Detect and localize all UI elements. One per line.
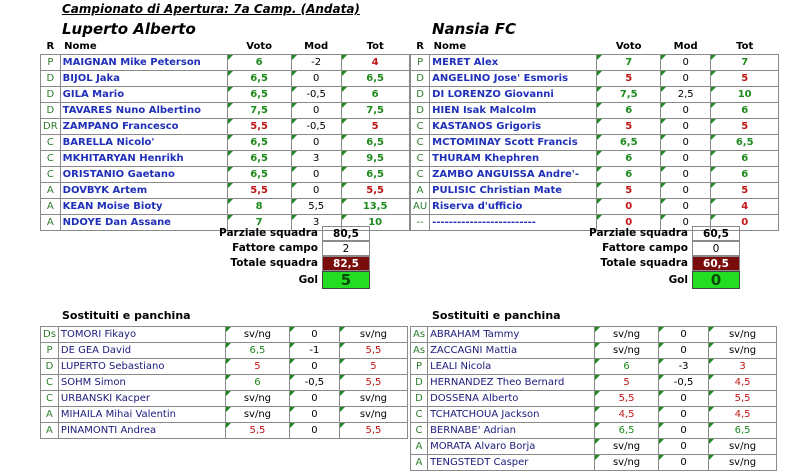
table-row: [411, 423, 777, 439]
mod-cell: 0: [289, 407, 339, 423]
tot-cell: sv/ng: [709, 327, 777, 343]
tot-cell: 9,5: [341, 151, 409, 167]
tot-cell: 3: [709, 359, 777, 375]
home-totale-label: Totale squadra: [230, 257, 318, 269]
table-row: [41, 423, 408, 439]
voto-cell: 5: [595, 375, 659, 391]
voto-cell: 5,5: [225, 423, 289, 439]
table-row: [411, 407, 777, 423]
player-name-link[interactable]: THURAM Khephren: [430, 151, 597, 167]
voto-cell: 5: [597, 183, 661, 199]
role-cell: AU: [411, 199, 430, 215]
voto-cell: sv/ng: [225, 327, 289, 343]
tot-cell: 6,5: [341, 71, 409, 87]
role-cell: A: [41, 215, 61, 231]
away-fattore-value: 0: [692, 241, 740, 256]
table-row: [411, 71, 779, 87]
away-gol-value: 0: [692, 271, 740, 289]
role-cell: D: [41, 359, 59, 375]
role-cell: D: [411, 87, 430, 103]
player-name-link[interactable]: SOHM Simon: [58, 375, 225, 391]
tot-cell: 5: [711, 119, 779, 135]
tot-cell: 5: [341, 119, 409, 135]
table-row: [411, 439, 777, 455]
header-r: R: [46, 41, 55, 52]
role-cell: C: [41, 375, 59, 391]
tot-cell: 5: [711, 71, 779, 87]
voto-cell: 6,5: [595, 423, 659, 439]
mod-cell: 0: [659, 407, 709, 423]
mod-cell: 3: [291, 215, 341, 231]
table-row: [41, 87, 410, 103]
voto-cell: 7: [227, 215, 291, 231]
table-row: [41, 119, 410, 135]
tot-cell: 5,5: [709, 391, 777, 407]
away-parziale-value: 60,5: [692, 226, 740, 241]
player-name-link[interactable]: LEALI Nicola: [428, 359, 595, 375]
mod-cell: 0: [661, 135, 711, 151]
player-name-link[interactable]: ZACCAGNI Mattia: [428, 343, 595, 359]
voto-cell: 6,5: [227, 87, 291, 103]
table-row: [411, 455, 777, 471]
voto-cell: 5,5: [595, 391, 659, 407]
voto-cell: 4,5: [595, 407, 659, 423]
player-name-link[interactable]: KEAN Moise Bioty: [60, 199, 227, 215]
home-bench-title: Sostituiti e panchina: [62, 309, 191, 322]
role-cell: A: [41, 407, 59, 423]
voto-cell: sv/ng: [225, 391, 289, 407]
tot-cell: 5,5: [339, 423, 407, 439]
voto-cell: sv/ng: [225, 407, 289, 423]
table-row: [411, 103, 779, 119]
role-cell: DR: [41, 119, 61, 135]
away-fattore-label: Fattore campo: [602, 242, 688, 254]
tot-cell: 6: [711, 151, 779, 167]
player-name-link[interactable]: TENGSTEDT Casper: [428, 455, 595, 471]
voto-cell: 8: [227, 199, 291, 215]
table-row: [411, 135, 779, 151]
mod-cell: 0: [289, 391, 339, 407]
role-cell: C: [411, 167, 430, 183]
player-name-link[interactable]: ANGELINO Jose' Esmoris: [430, 71, 597, 87]
role-cell: As: [411, 343, 428, 359]
voto-cell: 6: [597, 151, 661, 167]
role-cell: P: [41, 343, 59, 359]
home-gol-label: Gol: [298, 274, 318, 286]
player-name-link[interactable]: DI LORENZO Giovanni: [430, 87, 597, 103]
voto-cell: 7,5: [227, 103, 291, 119]
table-row: [411, 199, 779, 215]
voto-cell: sv/ng: [595, 455, 659, 471]
role-cell: C: [411, 151, 430, 167]
tot-cell: 5,5: [339, 375, 407, 391]
table-row: [411, 391, 777, 407]
header-voto: Voto: [615, 41, 642, 52]
mod-cell: 0: [661, 215, 711, 231]
tot-cell: 5,5: [341, 183, 409, 199]
role-cell: C: [41, 167, 61, 183]
home-gol-value: 5: [322, 271, 370, 289]
tot-cell: 7,5: [341, 103, 409, 119]
tot-cell: 4,5: [709, 407, 777, 423]
mod-cell: 2,5: [661, 87, 711, 103]
table-row: [411, 167, 779, 183]
voto-cell: 6: [227, 55, 291, 71]
voto-cell: 6,5: [225, 343, 289, 359]
player-name-link[interactable]: PULISIC Christian Mate: [430, 183, 597, 199]
player-name-link[interactable]: TCHATCHOUA Jackson: [428, 407, 595, 423]
table-row: [41, 343, 408, 359]
role-cell: D: [411, 71, 430, 87]
away-gol-label: Gol: [668, 274, 688, 286]
player-name-link[interactable]: MCTOMINAY Scott Francis: [430, 135, 597, 151]
away-starters-table: [410, 40, 779, 231]
away-totale-value: 60,5: [692, 256, 740, 271]
role-cell: A: [41, 199, 61, 215]
mod-cell: 0: [661, 71, 711, 87]
voto-cell: 5: [597, 71, 661, 87]
table-row: [41, 167, 410, 183]
table-row: [41, 359, 408, 375]
table-row: [411, 343, 777, 359]
table-row: [41, 135, 410, 151]
voto-cell: 6: [597, 103, 661, 119]
tot-cell: sv/ng: [709, 455, 777, 471]
role-cell: D: [41, 103, 61, 119]
role-cell: A: [41, 183, 61, 199]
home-team-name: Luperto Alberto: [62, 20, 196, 38]
mod-cell: -0,5: [291, 119, 341, 135]
mod-cell: 0: [291, 167, 341, 183]
voto-cell: 5,5: [227, 119, 291, 135]
mod-cell: -0,5: [291, 87, 341, 103]
mod-cell: -0,5: [659, 375, 709, 391]
voto-cell: 6: [595, 359, 659, 375]
away-bench-block: [410, 326, 777, 471]
table-row: [411, 183, 779, 199]
header-nome: Nome: [64, 41, 97, 52]
home-starters-block: [40, 40, 410, 231]
away-bench-title: Sostituiti e panchina: [432, 309, 561, 322]
table-row: [41, 71, 410, 87]
mod-cell: 0: [289, 423, 339, 439]
player-name-link[interactable]: MKHITARYAN Henrikh: [60, 151, 227, 167]
player-name-link[interactable]: DE GEA David: [58, 343, 225, 359]
mod-cell: 0: [659, 343, 709, 359]
table-row: [411, 151, 779, 167]
mod-cell: 0: [659, 423, 709, 439]
table-row: [411, 359, 777, 375]
tot-cell: 6,5: [711, 135, 779, 151]
page-title: Campionato di Apertura: 7a Camp. (Andata): [62, 2, 360, 16]
table-row: [41, 199, 410, 215]
voto-cell: sv/ng: [595, 327, 659, 343]
table-row: [41, 103, 410, 119]
home-bench-table: [40, 326, 408, 439]
away-team-name: Nansia FC: [432, 20, 517, 38]
home-bench-block: [40, 326, 408, 439]
home-fattore-value: 2: [322, 241, 370, 256]
mod-cell: 0: [291, 71, 341, 87]
mod-cell: 0: [661, 151, 711, 167]
player-name-link[interactable]: DOVBYK Artem: [60, 183, 227, 199]
mod-cell: 3: [291, 151, 341, 167]
role-cell: D: [411, 391, 428, 407]
away-summary: [570, 226, 740, 288]
away-parziale-label: Parziale squadra: [589, 227, 688, 239]
voto-cell: 6: [597, 167, 661, 183]
table-row: [41, 55, 410, 71]
mod-cell: 0: [661, 199, 711, 215]
mod-cell: -2: [291, 55, 341, 71]
player-name-link[interactable]: URBANSKI Kacper: [58, 391, 225, 407]
voto-cell: 7: [597, 55, 661, 71]
role-cell: C: [41, 151, 61, 167]
mod-cell: 0: [661, 103, 711, 119]
player-name-link[interactable]: MAIGNAN Mike Peterson: [60, 55, 227, 71]
role-cell: D: [41, 87, 61, 103]
table-row: [41, 391, 408, 407]
role-cell: As: [411, 327, 428, 343]
away-starters-block: [410, 40, 779, 231]
player-name-link[interactable]: TOMORI Fikayo: [58, 327, 225, 343]
voto-cell: 6: [225, 375, 289, 391]
voto-cell: sv/ng: [595, 343, 659, 359]
tot-cell: 10: [341, 215, 409, 231]
mod-cell: 0: [661, 183, 711, 199]
header-mod: Mod: [673, 41, 698, 52]
player-name-link[interactable]: BIJOL Jaka: [60, 71, 227, 87]
tot-cell: 6: [711, 167, 779, 183]
voto-cell: 6,5: [227, 151, 291, 167]
header-voto: Voto: [246, 41, 273, 52]
role-cell: P: [41, 55, 61, 71]
mod-cell: 0: [661, 119, 711, 135]
tot-cell: 6: [341, 87, 409, 103]
tot-cell: 6,5: [709, 423, 777, 439]
player-name-link[interactable]: MIHAILA Mihai Valentin: [58, 407, 225, 423]
player-name-link[interactable]: DOSSENA Alberto: [428, 391, 595, 407]
tot-cell: sv/ng: [339, 407, 407, 423]
tot-cell: 4: [341, 55, 409, 71]
mod-cell: -0,5: [289, 375, 339, 391]
player-name-link[interactable]: Riserva d'ufficio: [430, 199, 597, 215]
tot-cell: 6,5: [341, 167, 409, 183]
mod-cell: -3: [659, 359, 709, 375]
tot-cell: 6,5: [341, 135, 409, 151]
header-mod: Mod: [304, 41, 329, 52]
mod-cell: 0: [659, 439, 709, 455]
role-cell: C: [411, 407, 428, 423]
tot-cell: 5,5: [339, 343, 407, 359]
voto-cell: 5: [597, 119, 661, 135]
voto-cell: 0: [597, 215, 661, 231]
player-name-link[interactable]: TAVARES Nuno Albertino: [60, 103, 227, 119]
tot-cell: 10: [711, 87, 779, 103]
away-totale-label: Totale squadra: [600, 257, 688, 269]
player-name-link[interactable]: ZAMPANO Francesco: [60, 119, 227, 135]
table-row: [411, 119, 779, 135]
header-tot: Tot: [366, 41, 384, 52]
tot-cell: sv/ng: [709, 343, 777, 359]
tot-cell: 7: [711, 55, 779, 71]
role-cell: C: [411, 135, 430, 151]
home-starters-table: [40, 40, 410, 231]
voto-cell: 6,5: [227, 167, 291, 183]
player-name-link[interactable]: HERNANDEZ Theo Bernard: [428, 375, 595, 391]
role-cell: A: [411, 455, 428, 471]
role-cell: C: [41, 135, 61, 151]
player-name-link[interactable]: GILA Mario: [60, 87, 227, 103]
mod-cell: 0: [659, 327, 709, 343]
table-row: [411, 55, 779, 71]
voto-cell: 7,5: [597, 87, 661, 103]
voto-cell: 5,5: [227, 183, 291, 199]
role-cell: C: [41, 391, 59, 407]
role-cell: D: [411, 103, 430, 119]
player-name-link[interactable]: MERET Alex: [430, 55, 597, 71]
role-cell: P: [411, 359, 428, 375]
tot-cell: sv/ng: [339, 327, 407, 343]
home-parziale-value: 80,5: [322, 226, 370, 241]
table-row: [41, 375, 408, 391]
header-nome: Nome: [433, 41, 467, 52]
home-fattore-label: Fattore campo: [232, 242, 318, 254]
tot-cell: 4: [711, 199, 779, 215]
header-tot: Tot: [736, 41, 754, 52]
player-name-link[interactable]: BARELLA Nicolo': [60, 135, 227, 151]
tot-cell: 0: [711, 215, 779, 231]
player-name-link[interactable]: ORISTANIO Gaetano: [60, 167, 227, 183]
mod-cell: 0: [289, 327, 339, 343]
table-row: [41, 407, 408, 423]
player-name-link[interactable]: ABRAHAM Tammy: [428, 327, 595, 343]
table-header: [411, 40, 779, 55]
role-cell: A: [41, 423, 59, 439]
tot-cell: sv/ng: [709, 439, 777, 455]
voto-cell: 5: [225, 359, 289, 375]
mod-cell: -1: [289, 343, 339, 359]
table-row: [411, 87, 779, 103]
tot-cell: 6: [711, 103, 779, 119]
table-row: [41, 151, 410, 167]
player-name-link[interactable]: ZAMBO ANGUISSA Andre'-: [430, 167, 597, 183]
table-row: [41, 327, 408, 343]
mod-cell: 0: [661, 55, 711, 71]
role-cell: A: [411, 439, 428, 455]
role-cell: D: [411, 375, 428, 391]
voto-cell: 6,5: [597, 135, 661, 151]
mod-cell: 0: [291, 103, 341, 119]
home-parziale-label: Parziale squadra: [219, 227, 318, 239]
mod-cell: 0: [289, 359, 339, 375]
player-name-link[interactable]: KASTANOS Grigoris: [430, 119, 597, 135]
voto-cell: 6,5: [227, 71, 291, 87]
table-row: [41, 183, 410, 199]
role-cell: Ds: [41, 327, 59, 343]
mod-cell: 0: [291, 183, 341, 199]
player-name-link[interactable]: PINAMONTI Andrea: [58, 423, 225, 439]
player-name-link[interactable]: BERNABE' Adrian: [428, 423, 595, 439]
player-name-link[interactable]: MORATA Alvaro Borja: [428, 439, 595, 455]
role-cell: P: [411, 55, 430, 71]
voto-cell: 0: [597, 199, 661, 215]
home-summary: [200, 226, 370, 288]
mod-cell: 0: [291, 135, 341, 151]
tot-cell: sv/ng: [339, 391, 407, 407]
header-r: R: [416, 41, 424, 52]
player-name-link[interactable]: -------------------------: [430, 215, 597, 231]
tot-cell: 5: [711, 183, 779, 199]
tot-cell: 5: [339, 359, 407, 375]
player-name-link[interactable]: HIEN Isak Malcolm: [430, 103, 597, 119]
table-row: [411, 375, 777, 391]
role-cell: C: [411, 119, 430, 135]
role-cell: A: [411, 183, 430, 199]
mod-cell: 0: [659, 455, 709, 471]
mod-cell: 0: [661, 167, 711, 183]
voto-cell: sv/ng: [595, 439, 659, 455]
mod-cell: 5,5: [291, 199, 341, 215]
away-bench-table: [410, 326, 777, 471]
role-cell: C: [411, 423, 428, 439]
tot-cell: 13,5: [341, 199, 409, 215]
mod-cell: 0: [659, 391, 709, 407]
home-totale-value: 82,5: [322, 256, 370, 271]
tot-cell: 4,5: [709, 375, 777, 391]
role-cell: --: [411, 215, 430, 231]
table-row: [411, 327, 777, 343]
player-name-link[interactable]: LUPERTO Sebastiano: [58, 359, 225, 375]
voto-cell: 6,5: [227, 135, 291, 151]
table-header: [41, 40, 410, 55]
role-cell: D: [41, 71, 61, 87]
player-name-link[interactable]: NDOYE Dan Assane: [60, 215, 227, 231]
